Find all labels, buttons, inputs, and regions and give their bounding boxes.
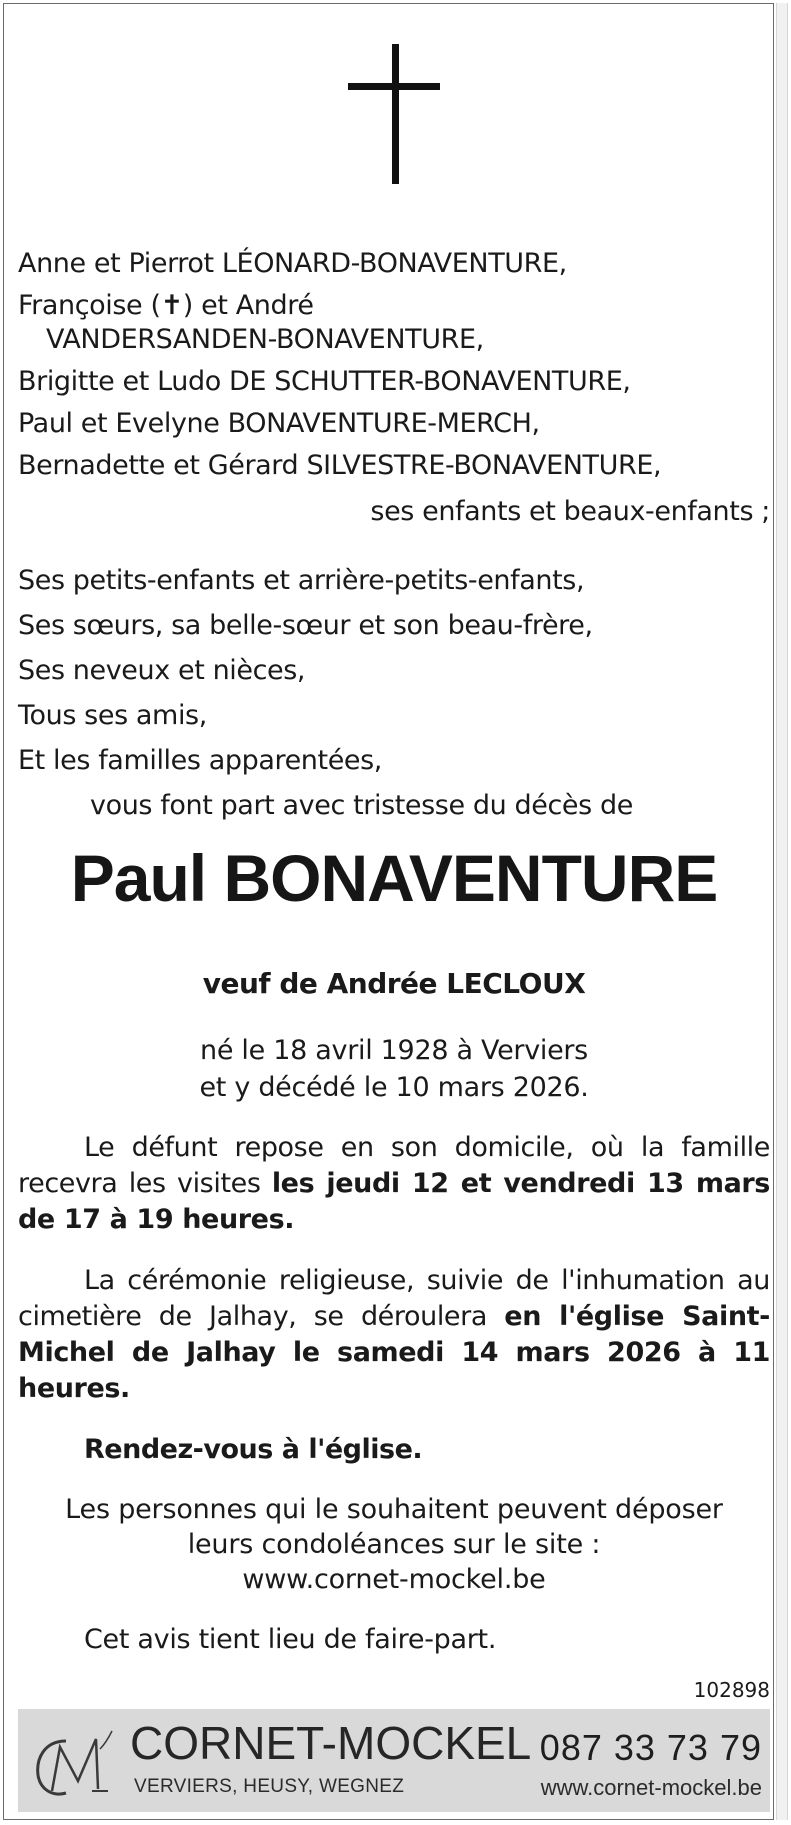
family-line: Paul et Evelyne BONAVENTURE-MERCH, xyxy=(18,408,540,439)
condolences-line: Les personnes qui le souhaitent peuvent déposer xyxy=(65,1494,723,1525)
visitation-paragraph xyxy=(18,1130,770,1238)
funeral-home-banner xyxy=(18,1709,770,1812)
visitation-text: Le défunt repose en son domicile, où la famille recevra les visites xyxy=(18,1132,770,1199)
relative-line: Ses neveux et nièces, xyxy=(18,655,306,686)
ceremony-details: en l'église Saint-Michel de Jalhay le samedi 14 mars 2026 à 11 heures. xyxy=(18,1301,770,1404)
notice-line: Cet avis tient lieu de faire-part. xyxy=(84,1624,497,1655)
funeral-home-name: CORNET-MOCKEL xyxy=(130,1717,532,1769)
family-relation-caption: ses enfants et beaux-enfants ; xyxy=(370,496,770,527)
condolences-line: leurs condoléances sur le site : xyxy=(187,1529,601,1560)
deceased-name: Paul BONAVENTURE xyxy=(70,841,718,915)
family-line: Françoise (✝) et André xyxy=(18,290,314,321)
relative-line: Tous ses amis, xyxy=(18,700,207,731)
children-list xyxy=(18,243,770,533)
ceremony-paragraph xyxy=(18,1263,770,1407)
reference-number: 102898 xyxy=(693,1678,770,1702)
birth-line: né le 18 avril 1928 à Verviers xyxy=(200,1035,588,1066)
family-line: Anne et Pierrot LÉONARD-BONAVENTURE, xyxy=(18,248,567,279)
funeral-home-phone[interactable]: 087 33 73 79 xyxy=(539,1727,762,1768)
relative-line: Ses sœurs, sa belle-sœur et son beau-frère, xyxy=(18,610,593,641)
condolences-website-link[interactable]: www.cornet-mockel.be xyxy=(242,1564,546,1595)
funeral-home-website-link[interactable]: www.cornet-mockel.be xyxy=(540,1775,762,1800)
cm-logo-icon xyxy=(26,1719,126,1805)
widow-of-line: veuf de Andrée LECLOUX xyxy=(202,967,586,1000)
family-line: VANDERSANDEN-BONAVENTURE, xyxy=(46,324,484,355)
relatives-list xyxy=(18,558,770,828)
announcement-line: vous font part avec tristesse du décès de xyxy=(90,790,633,821)
ceremony-text: La cérémonie religieuse, suivie de l'inhumation au cimetière de Jalhay, se déroulera xyxy=(18,1265,770,1332)
visitation-times: les jeudi 12 et vendredi 13 mars de 17 à 19 heures. xyxy=(18,1168,770,1235)
funeral-home-towns: VERVIERS, HEUSY, WEGNEZ xyxy=(134,1776,405,1797)
cross-icon xyxy=(348,44,448,184)
relative-line: Ses petits-enfants et arrière-petits-enfants, xyxy=(18,565,585,596)
rendezvous-line: Rendez-vous à l'église. xyxy=(84,1434,423,1465)
family-line: Bernadette et Gérard SILVESTRE-BONAVENTURE, xyxy=(18,450,662,481)
family-line: Brigitte et Ludo DE SCHUTTER-BONAVENTURE, xyxy=(18,366,631,397)
death-line: et y décédé le 10 mars 2026. xyxy=(199,1072,589,1103)
birth-death-dates xyxy=(18,1032,770,1106)
right-edge-strip xyxy=(776,3,788,1820)
relative-line: Et les familles apparentées, xyxy=(18,745,382,776)
condolences-block xyxy=(18,1492,770,1597)
